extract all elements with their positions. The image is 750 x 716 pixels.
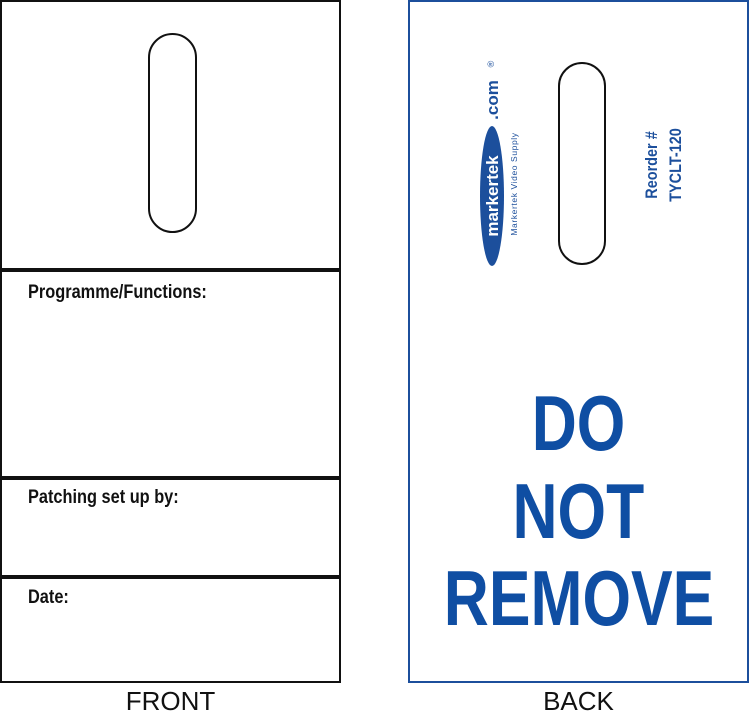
date-label: Date: xyxy=(28,587,69,608)
markertek-logo-graphic xyxy=(472,42,522,274)
back-tag xyxy=(408,0,749,683)
front-tag xyxy=(0,0,341,683)
back-caption: BACK xyxy=(543,686,614,716)
divider xyxy=(2,268,339,272)
hanger-slot xyxy=(558,62,606,265)
logo-domain-text: .com xyxy=(483,80,502,120)
divider xyxy=(2,575,339,579)
warning-line-3: REMOVE xyxy=(443,554,715,642)
hanger-slot xyxy=(148,33,197,233)
logo-brand-text: markertek xyxy=(483,155,502,237)
front-caption: FRONT xyxy=(125,686,216,716)
divider xyxy=(2,476,339,480)
reorder-label: Reorder # xyxy=(642,131,661,199)
reorder-block xyxy=(636,110,692,220)
reorder-code: TYCLT-120 xyxy=(666,128,685,202)
markertek-logo xyxy=(472,42,522,274)
warning-line-1: DO xyxy=(531,379,626,467)
logo-tagline-text: Markertek Video Supply xyxy=(509,132,519,236)
registered-mark: ® xyxy=(486,60,496,68)
warning-line-2: NOT xyxy=(512,467,645,555)
patching-set-up-by-label: Patching set up by: xyxy=(28,487,179,508)
programme-functions-label: Programme/Functions: xyxy=(28,282,207,303)
